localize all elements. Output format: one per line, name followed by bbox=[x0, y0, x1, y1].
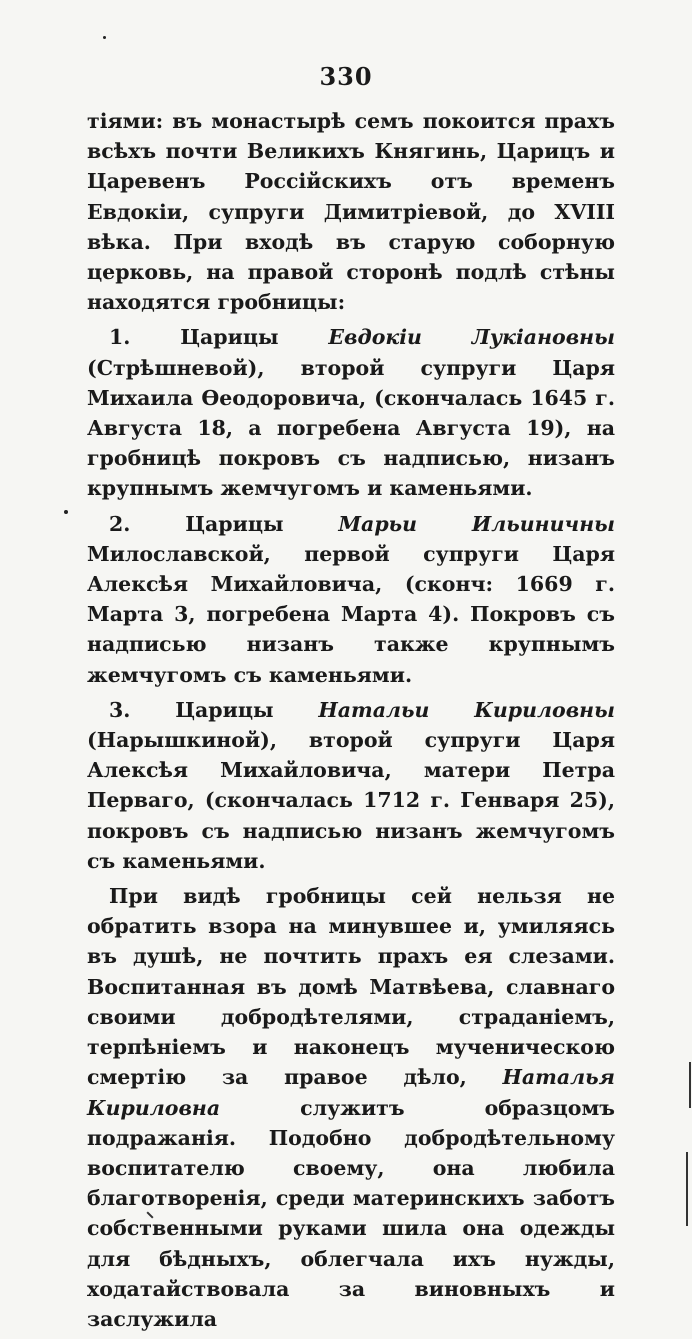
item-name-italic: Марьи Ильиничны bbox=[338, 511, 615, 536]
scan-edge-mark bbox=[686, 1152, 688, 1226]
item-body: Милославской, первой супруги Царя Алексѣя Михайловича, (сконч: 1669 г. Марта 3, погребена Марта 4). Покровъ съ надписью низанъ также крупнымъ жемчугомъ съ каменьями. bbox=[87, 541, 615, 687]
item-body: (Стрѣшневой), второй супруги Царя Михаила Ѳеодоровича, (скончалась 1645 г. Августа 18, а погребена Августа 19), на гробницѣ покровъ съ надписью, низанъ крупнымъ жемчугомъ и каменьями. bbox=[87, 355, 615, 501]
paragraph-name-italic: Наталья Кириловна bbox=[87, 1065, 615, 1120]
list-item-tomb-2 bbox=[87, 509, 615, 690]
scan-speck bbox=[103, 36, 106, 39]
page-number: 330 bbox=[319, 62, 373, 91]
page-text bbox=[87, 106, 615, 1339]
item-lead: 2. Царицы bbox=[109, 511, 339, 536]
paragraph-body: служитъ образцомъ подражанія. Подобно добродѣтельному воспитателю своему, она любила благотворенія, среди материнскихъ заботъ собственными руками шила она одежды для бѣдныхъ, облегчала ихъ нужды, ходатайствовала за виновныхъ и заслужила bbox=[87, 1095, 615, 1331]
paragraph-lead: При видѣ гробницы сей нельзя не обратить взора на минувшее и, умиляясь въ душѣ, не почтить прахъ ея слезами. Воспитанная въ домѣ Матвѣева, славнаго своими добродѣтелями, страданіемъ, терпѣніемъ и наконецъ мученическою смертію за правое дѣло, bbox=[87, 884, 615, 1090]
list-item-tomb-3 bbox=[87, 695, 615, 876]
item-body: (Нарышкиной), второй супруги Царя Алексѣя Михайловича, матери Петра Перваго, (скончалась 1712 г. Генваря 25), покровъ съ надписью низанъ жемчугомъ съ каменьями. bbox=[87, 728, 615, 873]
item-lead: 1. Царицы bbox=[109, 325, 329, 350]
list-item-tomb-1 bbox=[87, 322, 615, 503]
scan-speck bbox=[64, 510, 68, 514]
item-name-italic: Евдокіи Лукіановны bbox=[328, 325, 615, 350]
paragraph-intro: тіями: въ монастырѣ семъ покоится прахъ всѣхъ почти Великихъ Княгинь, Царицъ и Царевенъ Россійскихъ отъ временъ Евдокіи, супруги Димитріевой, до XVIII вѣка. При входѣ въ старую соборную церковь, на правой сторонѣ подлѣ стѣны находятся гробницы: bbox=[87, 109, 615, 315]
item-lead: 3. Царицы bbox=[109, 697, 319, 722]
scan-edge-mark bbox=[689, 1062, 691, 1108]
item-name-italic: Натальи Кириловны bbox=[318, 697, 615, 722]
paragraph-closing bbox=[87, 881, 615, 1334]
